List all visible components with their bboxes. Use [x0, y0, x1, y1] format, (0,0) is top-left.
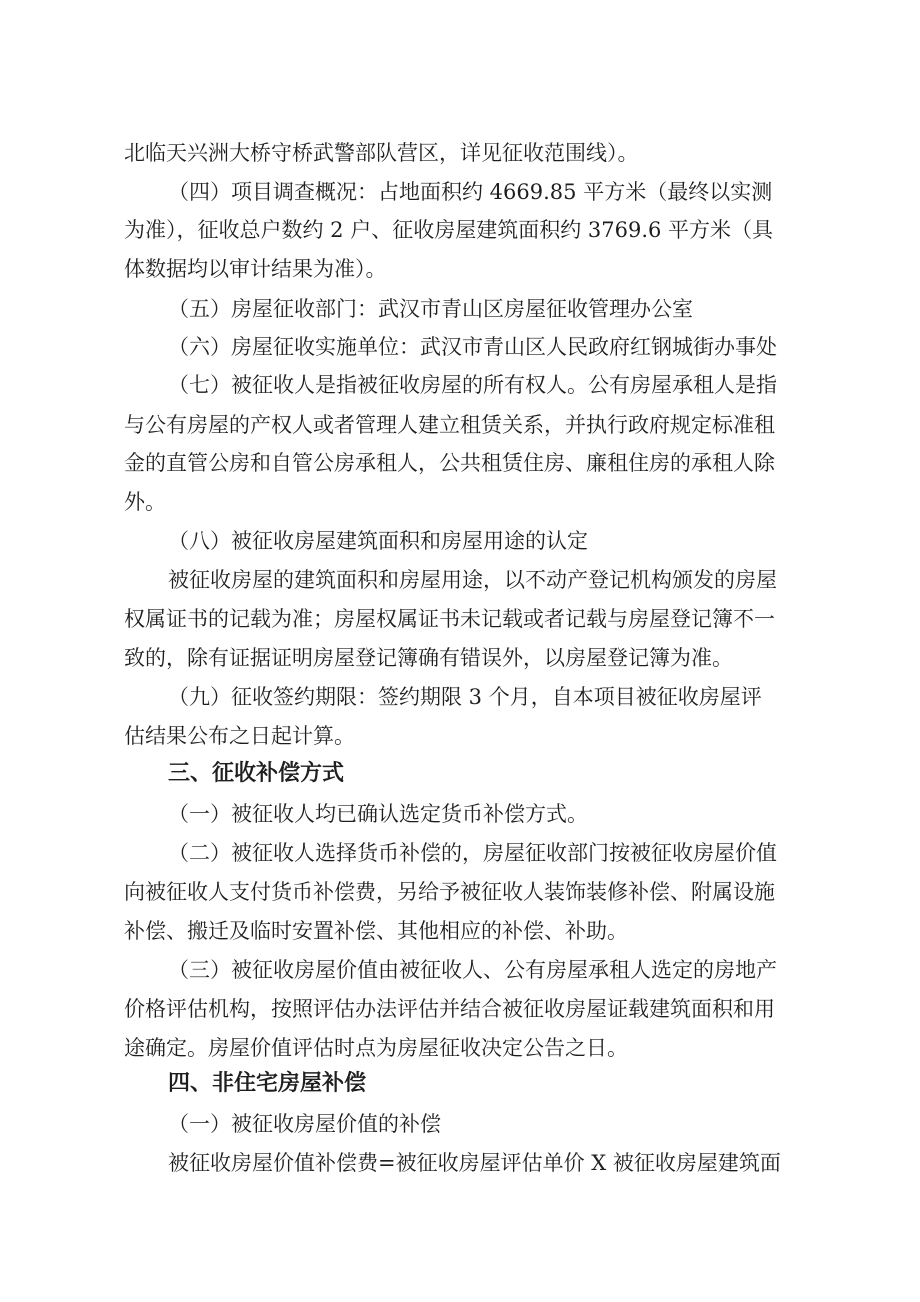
paragraph-line: 途确定。房屋价值评估时点为房屋征收决定公告之日。: [124, 1036, 628, 1060]
paragraph-line: 体数据均以审计结果为准）。: [124, 257, 387, 281]
paragraph-line: 价格评估机构，按照评估办法评估并结合被征收房屋证载建筑面积和用: [124, 997, 775, 1021]
paragraph-line: （五）房屋征收部门：武汉市青山区房屋征收管理办公室: [168, 297, 693, 321]
paragraph-line: 致的，除有证据证明房屋登记簿确有错误外，以房屋登记簿为准。: [124, 646, 733, 670]
paragraph-line: （八）被征收房屋建筑面积和房屋用途的认定: [168, 529, 588, 553]
paragraph-line: 被征收房屋价值补偿费=被征收房屋评估单价 X 被征收房屋建筑面: [168, 1151, 781, 1175]
paragraph-line: 与公有房屋的产权人或者管理人建立租赁关系，并执行政府规定标准租: [124, 413, 775, 437]
paragraph-line: （七）被征收人是指被征收房屋的所有权人。公有房屋承租人是指: [168, 373, 777, 397]
paragraph-line: （二）被征收人选择货币补偿的，房屋征收部门按被征收房屋价值: [168, 841, 777, 865]
paragraph-line: （九）征收签约期限：签约期限 3 个月，自本项目被征收房屋评: [168, 685, 762, 709]
paragraph-line: 被征收房屋的建筑面积和房屋用途，以不动产登记机构颁发的房屋: [168, 568, 777, 592]
paragraph-line: （六）房屋征收实施单位：武汉市青山区人民政府红钢城街办事处: [168, 335, 777, 359]
paragraph-line: 外。: [124, 490, 166, 514]
section-heading: 四、非住宅房屋补偿: [168, 1071, 367, 1096]
paragraph-line: 北临天兴洲大桥守桥武警部队营区，详见征收范围线）。: [124, 141, 639, 165]
paragraph-line: 向被征收人支付货币补偿费，另给予被征收人装饰装修补偿、附属设施: [124, 880, 775, 904]
paragraph-line: 权属证书的记载为准；房屋权属证书未记载或者记载与房屋登记簿不一: [124, 607, 775, 631]
paragraph-line: （一）被征收人均已确认选定货币补偿方式。: [168, 802, 588, 826]
paragraph-line: 为准），征收总户数约 2 户、征收房屋建筑面积约 3769.6 平方米（具: [124, 218, 774, 242]
paragraph-line: （三）被征收房屋价值由被征收人、公有房屋承租人选定的房地产: [168, 958, 777, 982]
paragraph-line: （一）被征收房屋价值的补偿: [168, 1112, 441, 1136]
paragraph-line: 金的直管公房和自管公房承租人，公共租赁住房、廉租住房的承租人除: [124, 451, 775, 475]
paragraph-line: 估结果公布之日起计算。: [124, 724, 355, 748]
paragraph-line: （四）项目调查概况：占地面积约 4669.85 平方米（最终以实测: [168, 180, 773, 204]
paragraph-line: 补偿、搬迁及临时安置补偿、其他相应的补偿、补助。: [124, 919, 628, 943]
section-heading: 三、征收补偿方式: [168, 761, 345, 786]
